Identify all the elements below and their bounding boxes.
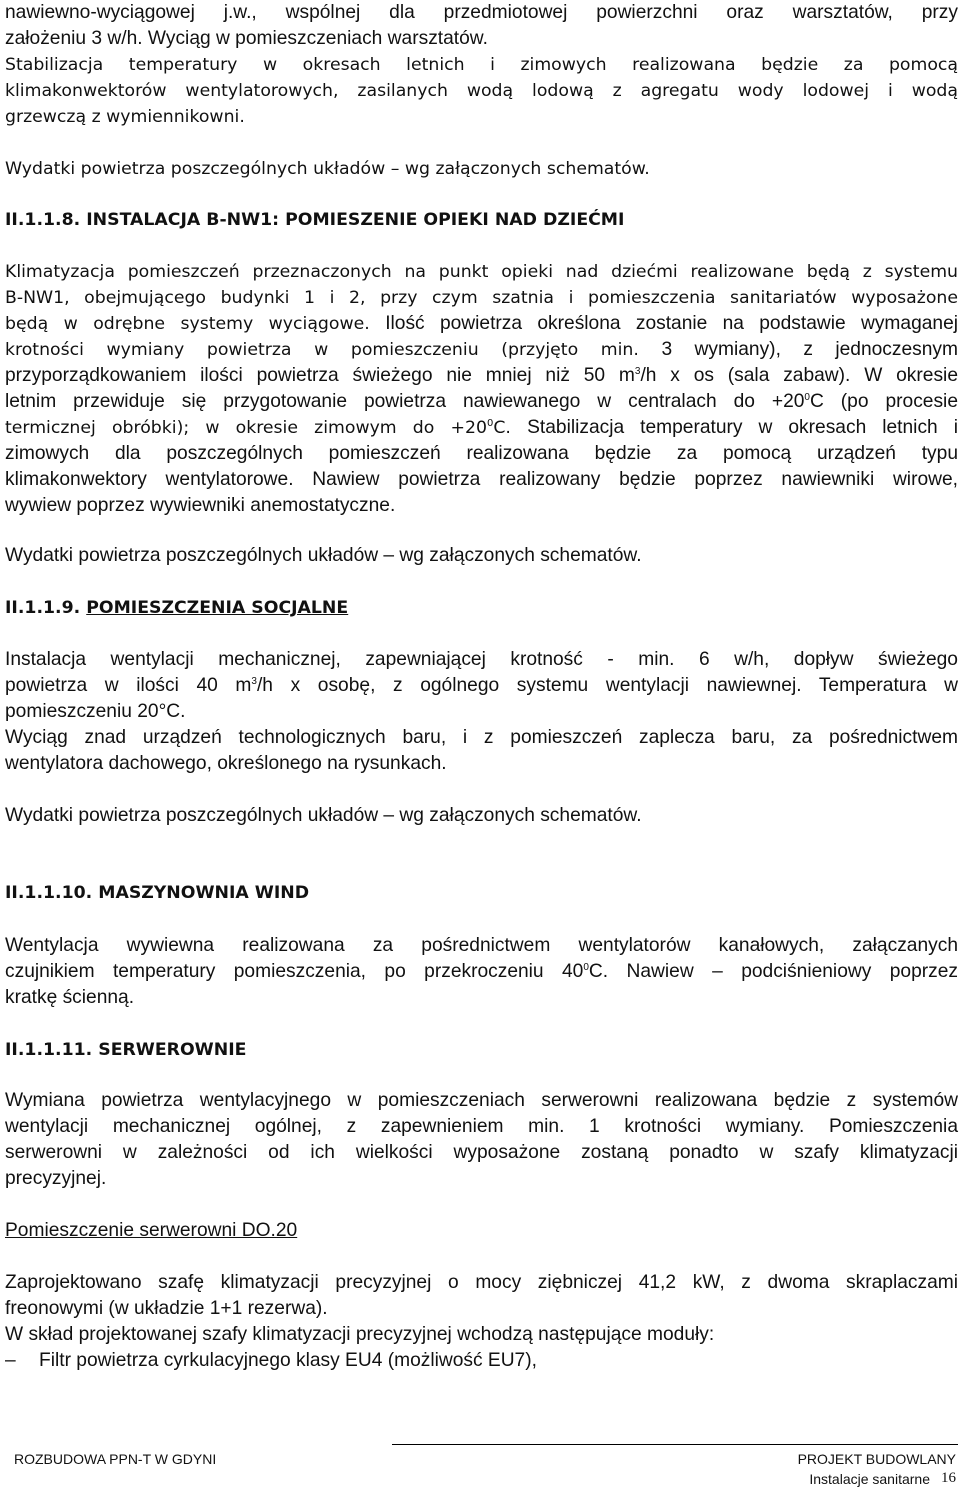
section-9-number: II.1.1.9. [5, 598, 81, 618]
s9-line-1: Instalacja wentylacji mechanicznej, zapewniającej krotność - min. 6 w/h, dopływ świeżego [5, 649, 958, 670]
section-10-number: II.1.1.10. [5, 883, 93, 903]
s8-line-6: letnim przewiduje się przygotowanie powietrza nawiewanego w centralach do $+20^0C$ (po procesie [5, 391, 958, 412]
section-8-paragraph [5, 259, 958, 519]
section-11-title: SERWEROWNIE [98, 1040, 247, 1060]
s9-line-2: powietrza w ilości 40 $m^3/h$ x osobę, z ogólnego systemu wentylacji nawiewnej. Temperatura w [5, 675, 958, 696]
intro-line-1: nawiewno-wyciągowej j.w., wspólnej dla przedmiotowej powierzchni oraz warsztatów, przy [5, 2, 958, 23]
s11-line-4: precyzyjnej. [5, 1168, 107, 1189]
server-room-subheading: Pomieszczenie serwerowni DO.20 [5, 1220, 298, 1241]
s9-line-4: Wyciąg znad urządzeń technologicznych baru, i z pomieszczeń zaplecza baru, za pośrednictwem [5, 727, 958, 748]
footer-rule [392, 1444, 958, 1445]
footer-project-name: ROZBUDOWA PPN-T W GDYNI [14, 1451, 217, 1467]
stab-line-3: grzewczą z wymiennikowni. [5, 107, 245, 127]
module-list-item [5, 1348, 958, 1374]
section-9-paragraph [5, 647, 958, 777]
section-11-heading [5, 1037, 958, 1063]
airflow-note-1: Wydatki powietrza poszczególnych układów – wg załączonych schematów. [5, 159, 650, 179]
airflow-note-3: Wydatki powietrza poszczególnych układów – wg załączonych schematów. [5, 805, 642, 826]
footer-document-type: PROJEKT BUDOWLANY [797, 1451, 956, 1467]
s8-line-9: klimakonwektory wentylatorowe. Nawiew powietrza realizowany będzie poprzez nawiewniki wirowe, [5, 469, 958, 490]
s9-line-5: wentylatora dachowego, określonego na rysunkach. [5, 753, 447, 774]
section-10-heading [5, 880, 958, 906]
server-room-paragraph [5, 1270, 958, 1348]
s9-line-3: pomieszczeniu 20°C. [5, 701, 186, 722]
section-8-title: INSTALACJA B-NW1: POMIESZENIE OPIEKI NAD DZIEĆMI [86, 210, 625, 230]
s8-line-1: Klimatyzacja pomieszczeń przeznaczonych na punkt opieki nad dziećmi realizowane będą z systemu [5, 262, 958, 282]
s10-line-1: Wentylacja wywiewna realizowana za pośrednictwem wentylatorów kanałowych, załączanych [5, 935, 958, 956]
section-9-title: POMIESZCZENIA SOCJALNE [86, 598, 349, 618]
s8-line-10: wywiew poprzez wywiewniki anemostatyczne. [5, 495, 396, 516]
s11-line-3: serwerowni w zależności od ich wielkości wyposażone zostaną ponadto w szafy klimatyzacji [5, 1142, 958, 1163]
intro-paragraph [5, 0, 958, 52]
module-item-text: Filtr powietrza cyrkulacyjnego klasy EU4 (możliwość EU7), [39, 1350, 537, 1371]
s10-line-2: czujnikiem temperatury pomieszczenia, po przekroczeniu $40^0C$. Nawiew – podciśnieniowy poprzez [5, 961, 958, 982]
s8-line-2: B-NW1, obejmującego budynki 1 i 2, przy czym szatnia i pomieszczenia sanitariatów wyposażone [5, 288, 958, 308]
section-9-heading [5, 595, 958, 621]
s8-line-4: krotności wymiany powietrza w pomieszczeniu (przyjęto min. 3 wymiany), z jednoczesnym [5, 339, 959, 360]
s11-line-2: wentylacji mechanicznej ogólnej, z zapewnieniem min. 1 krotności wymiany. Pomieszczenia [5, 1116, 958, 1137]
footer-page-number: 16 [941, 1470, 956, 1486]
list-dash: – [5, 1350, 16, 1371]
s8-line-8: zimowych dla poszczególnych pomieszczeń realizowana będzie za pomocą urządzeń typu [5, 443, 958, 464]
s8-line-3: będą w odrębne systemy wyciągowe. Ilość powietrza określona zostanie na podstawie wymaganej [5, 313, 959, 334]
section-8-heading [5, 207, 958, 233]
stabilization-paragraph [5, 52, 958, 130]
server-line-2: freonowymi (w układzie 1+1 rezerwa). [5, 1298, 328, 1319]
s10-line-3: kratkę ścienną. [5, 987, 135, 1008]
stab-line-1: Stabilizacja temperatury w okresach letnich i zimowych realizowana będzie za pomocą [5, 55, 958, 75]
intro-line-2: założeniu 3 w/h. Wyciąg w pomieszczeniach warsztatów. [5, 28, 488, 49]
section-11-paragraph [5, 1088, 958, 1192]
footer-section-name: Instalacje sanitarne [809, 1471, 930, 1487]
server-line-1: Zaprojektowano szafę klimatyzacji precyzyjnej o mocy ziębniczej 41,2 kW, z dwoma skraplaczami [5, 1272, 958, 1293]
section-10-paragraph [5, 933, 958, 1011]
s8-line-7: termicznej obróbki); w okresie zimowym do $+20^0C$. Stabilizacja temperatury w okresach letnich i [5, 417, 958, 438]
server-line-3: W skład projektowanej szafy klimatyzacji precyzyjnej wchodzą następujące moduły: [5, 1324, 715, 1345]
section-11-number: II.1.1.11. [5, 1040, 93, 1060]
airflow-note-2: Wydatki powietrza poszczególnych układów – wg załączonych schematów. [5, 545, 642, 566]
section-10-title: MASZYNOWNIA WIND [98, 883, 310, 903]
stab-line-2: klimakonwektorów wentylatorowych, zasilanych wodą lodową z agregatu wody lodowej i wodą [5, 81, 958, 101]
section-8-number: II.1.1.8. [5, 210, 81, 230]
s11-line-1: Wymiana powietrza wentylacyjnego w pomieszczeniach serwerowni realizowana będzie z systemów [5, 1090, 958, 1111]
s8-line-5: przyporządkowaniem ilości powietrza świeżego nie mniej niż 50 $m^3/h$ x os (sala zabaw). W okresie [5, 365, 958, 386]
